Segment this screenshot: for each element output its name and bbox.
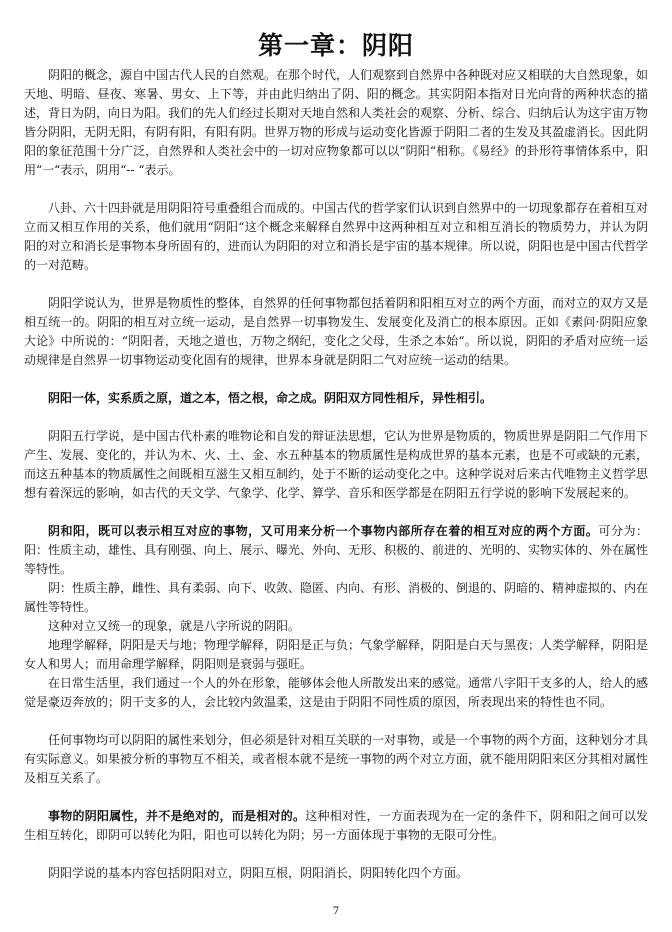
paragraph-basic-content: 阴阳学说的基本内容包括阴阳对立，阴阳互根，阴阳消长，阴阳转化四个方面。	[48, 866, 469, 880]
body-text: 这种相对性，一方面表现为在一定的条件下，阴和阳之间可以发生相互转化，即阴可以转化为阳，阳也可以转化为阴；另一方面体现于事物的无限可分性。	[24, 809, 648, 842]
emphasis-text: 阴和阳，既可以表示相互对应的事物，又可用来分析一个事物内部所存在着的相互对应的两个方面。	[48, 524, 599, 538]
paragraph-yinyang-unity: 阴阳一体，实系质之原，道之本，悟之根，命之成。阴阳双方同性相斥，异性相引。	[48, 391, 493, 405]
paragraph-bazi-yinyang: 这种对立又统一的现象，就是八字所说的阴阳。	[48, 619, 301, 633]
paragraph-classification: 任何事物均可以阴阳的属性来划分，但必须是针对相互关联的一对事物，或是一个事物的两个方面，这种划分才具有实际意义。如果被分析的事物互不相关，或者根本就不是统一事物的两个对立方面，就不能用阴阳来区分其相对属性及相互关系了。	[24, 733, 649, 785]
page-number: 7	[332, 906, 340, 917]
paragraph-yin-and-yang	[24, 522, 648, 579]
paragraph-yin-traits: 阴：性质主静，雌性、具有柔弱、向下、收敛、隐匿、内向、有形、消极的、倒退的、阴暗的、精神虚拟的、内在属性等特性。	[24, 581, 649, 614]
emphasis-text: 事物的阴阳属性，并不是绝对的，而是相对的。	[48, 809, 306, 823]
paragraph-yinyang-concept: 阴阳的概念，源自中国古代人民的自然观。在那个时代，人们观察到自然界中各种既对应又相联的大自然现象，如天地、明暗、昼夜、寒暑、男女、上下等，并由此归纳出了阴、阳的概念。其实阴阳本指对日光向背的两种状态的描述，背日为阴，向日为阳。我们的先人们经过长期对天地自然和人类社会的观察、分析、综合、归纳后认为这宇宙万物皆分阴阳，无阴无阳，有阴有阳，有阳有阴。世界万物的形成与运动变化皆源于阴阳二者的生发及其盈虚消长。因此阴阳的象征范围十分广泛，自然界和人类社会中的一切对应物象都可以以“阴阳“相称。《易经》的卦形符事情体系中，阳用“一“表示，阴用“-- “表示。	[24, 68, 649, 177]
paragraph-wuxing: 阴阳五行学说，是中国古代朴素的唯物论和自发的辩证法思想，它认为世界是物质的，物质世界是阴阳二气作用下产生、发展、变化的，并认为木、火、土、金、水五种基本的物质属性是构成世界的基本元素，也是不可或缺的元素，而这五种基本的物质属性之间既相互滋生又相互制约，处于不断的运动变化之中。这种学说对后来古代唯物主义哲学思想有着深远的影响，如古代的天文学、气象学、化学、算学、音乐和医学都是在阴阳五行学说的影响下发展起来的。	[24, 429, 649, 500]
chapter-title: 第一章：阴阳	[257, 31, 414, 60]
paragraph-bagua: 八卦、六十四卦就是用阴阳符号重叠组合而成的。中国古代的哲学家们认识到自然界中的一切现象都存在着相互对立而又相互作用的关系，他们就用“阴阳“这个概念来解释自然界中这两种相互对立和相互消长的物质势力，并认为阴阳的对立和消长是事物本身所固有的，进而认为阴阳的对立和消长是宇宙的基本规律。所以说，阴阳也是中国古代哲学的一对范畴。	[24, 201, 649, 272]
paragraph-yinyang-theory: 阴阳学说认为，世界是物质性的整体，自然界的任何事物都包括着阴和阳相互对立的两个方面，而对立的双方又是相互统一的。阴阳的相互对立统一运动，是自然界一切事物发生、发展变化及消亡的根本原因。正如《素问·阴阳应象大论》中所说的：“阴阳者，天地之道也，万物之纲纪，变化之父母，生杀之本始“。所以说，阴阳的矛盾对应统一运动规律是自然界一切事物运动变化固有的规律，世界本身就是阴阳二气对应统一运动的结果。	[24, 296, 649, 367]
paragraph-relativity	[24, 807, 648, 845]
body-text: 可分为：阳：性质主动，雄性、具有刚强、向上、展示、曝光、外向、无形、积极的、前进的、光明的、实物实体的、外在属性等特性。	[24, 524, 649, 576]
paragraph-daily-life: 在日常生活里，我们通过一个人的外在形象，能够体会他人所散发出来的感觉。通常八字阳干支多的人，给人的感觉是豪迈奔放的；阴干支多的人，会比较内敛温柔，这是由于阴阳不同性质的原因，所表现出来的特性也不同。	[24, 676, 649, 709]
paragraph-disciplines: 地理学解释，阴阳是天与地；物理学解释，阴阳是正与负；气象学解释，阴阳是白天与黑夜；人类学解释，阴阳是女人和男人；而用命理学解释，阴阳则是衰弱与强旺。	[24, 638, 649, 671]
